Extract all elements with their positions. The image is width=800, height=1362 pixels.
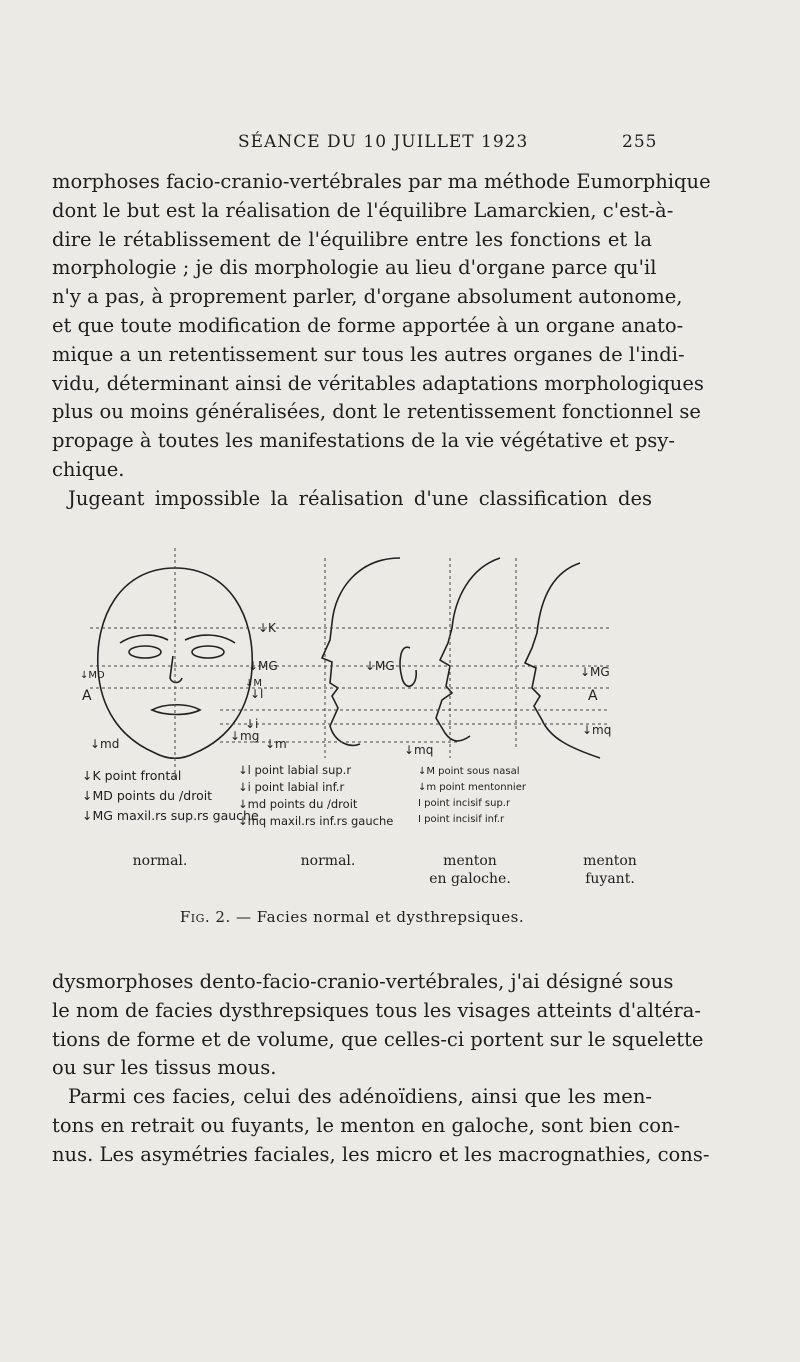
- text-line: Jugeant impossible la réalisation d'une classification des: [68, 486, 652, 510]
- right-eye: [192, 646, 224, 658]
- label-m-mid: ↓m: [265, 737, 287, 751]
- caption-line: normal.: [300, 853, 356, 869]
- legend-item: I point incisif inf.r: [418, 814, 505, 825]
- profile-galoche: [436, 558, 500, 741]
- paragraph-bottom: [52, 968, 710, 1170]
- figure-facies: [80, 548, 620, 778]
- figure-caption: [52, 908, 652, 926]
- left-eye: [129, 646, 161, 658]
- figure-label: Fig. 2.: [179, 908, 231, 926]
- legend-item: ↓K point frontal: [82, 768, 182, 783]
- legend-item: ↓i point labial inf.r: [238, 780, 345, 794]
- caption-normal-profile: [288, 852, 368, 870]
- nose: [170, 656, 182, 683]
- legend-item: ↓MD points du /droit: [82, 788, 213, 803]
- text-line: chique.: [52, 457, 125, 481]
- text-line: et que toute modification de forme apportée à un organe anato-: [52, 313, 684, 337]
- label-i-lower: ↓i: [245, 717, 259, 731]
- text-line: propage à toutes les manifestations de la vie végétative et psy-: [52, 429, 675, 453]
- text-line: n'y a pas, à proprement parler, d'organe absolument autonome,: [52, 285, 683, 309]
- label-md: ↓MD: [80, 670, 105, 681]
- legend-item: ↓mq maxil.rs inf.rs gauche: [238, 814, 394, 828]
- label-a-right: A: [588, 688, 598, 704]
- right-brow: [185, 635, 235, 643]
- text-line: morphologie ; je dis morphologie au lieu d'organe parce qu'il: [52, 256, 657, 280]
- label-k: ↓K: [258, 621, 276, 635]
- legend-item: ↓md points du /droit: [238, 797, 358, 811]
- text-line: dysmorphoses dento-facio-cranio-vertébrales, j'ai désigné sous: [52, 970, 674, 993]
- text-line: ou sur les tissus mous.: [52, 1056, 277, 1080]
- left-brow: [120, 635, 168, 643]
- label-a-left: A: [82, 688, 92, 704]
- caption-normal-front: [120, 852, 200, 870]
- text-line: plus ou moins généralisées, dont le retentissement fonctionnel se: [52, 400, 701, 424]
- header-title: SÉANCE DU 10 JUILLET 1923: [238, 132, 529, 152]
- label-l-upper: ↓l: [250, 687, 264, 701]
- caption-line: normal.: [132, 853, 188, 869]
- legend-item: ↓M point sous nasal: [418, 766, 520, 777]
- label-mg-small: ↓mg: [230, 729, 260, 743]
- text-line: Parmi ces facies, celui des adénoïdiens, ainsi que les men-: [68, 1085, 652, 1109]
- caption-galoche: [410, 852, 530, 888]
- caption-line: en galoche.: [429, 871, 511, 887]
- figure-title: — Facies normal et dysthrepsiques.: [236, 908, 525, 926]
- mouth: [152, 705, 200, 715]
- label-mq-right: ↓mq: [582, 723, 612, 737]
- text-line: dont le but est la réalisation de l'équilibre Lamarckien, c'est-à-: [52, 198, 674, 222]
- legend-profile: [238, 762, 393, 830]
- ear: [400, 647, 416, 686]
- text-line: mique a un retentissement sur tous les autres organes de l'indi-: [52, 342, 685, 366]
- text-line: le nom de facies dysthrepsiques tous les visages atteints d'altéra-: [52, 998, 701, 1022]
- legend-points: [418, 764, 526, 828]
- caption-line: menton: [583, 853, 637, 869]
- text-line: dire le rétablissement de l'équilibre entre les fonctions et la: [52, 227, 652, 251]
- legend-item: ↓l point labial sup.r: [238, 763, 352, 777]
- label-mq-profile: ↓mq: [404, 743, 434, 757]
- text-line: nus. Les asymétries faciales, les micro et les macrognathies, cons-: [52, 1142, 710, 1166]
- label-mg-right: ↓MG: [580, 665, 610, 679]
- page-number: 255: [622, 132, 658, 152]
- text-line: vidu, déterminant ainsi de véritables adaptations morphologiques: [52, 371, 704, 395]
- label-m-profile: ↓M: [245, 678, 263, 689]
- caption-line: fuyant.: [585, 871, 635, 887]
- label-mg-profile: ↓MG: [365, 659, 395, 673]
- facies-drawing: [80, 548, 620, 778]
- legend-item: ↓m point mentonnier: [418, 782, 526, 793]
- label-md-small: ↓md: [90, 737, 120, 751]
- legend-front: [82, 766, 259, 826]
- caption-line: menton: [443, 853, 497, 869]
- label-mg: ↓MG: [248, 659, 278, 673]
- legend-item: ↓MG maxil.rs sup.rs gauche: [82, 808, 259, 823]
- profile-normal: [322, 558, 400, 745]
- text-line: tions de forme et de volume, que celles-ci portent sur le squelette: [52, 1027, 704, 1051]
- text-line: tons en retrait ou fuyants, le menton en galoche, sont bien con-: [52, 1113, 681, 1137]
- caption-fuyant: [560, 852, 660, 888]
- text-line: morphoses facio-cranio-vertébrales par ma méthode Eumorphique: [52, 170, 711, 193]
- legend-item: I point incisif sup.r: [418, 798, 511, 809]
- paragraph-top: [52, 168, 711, 514]
